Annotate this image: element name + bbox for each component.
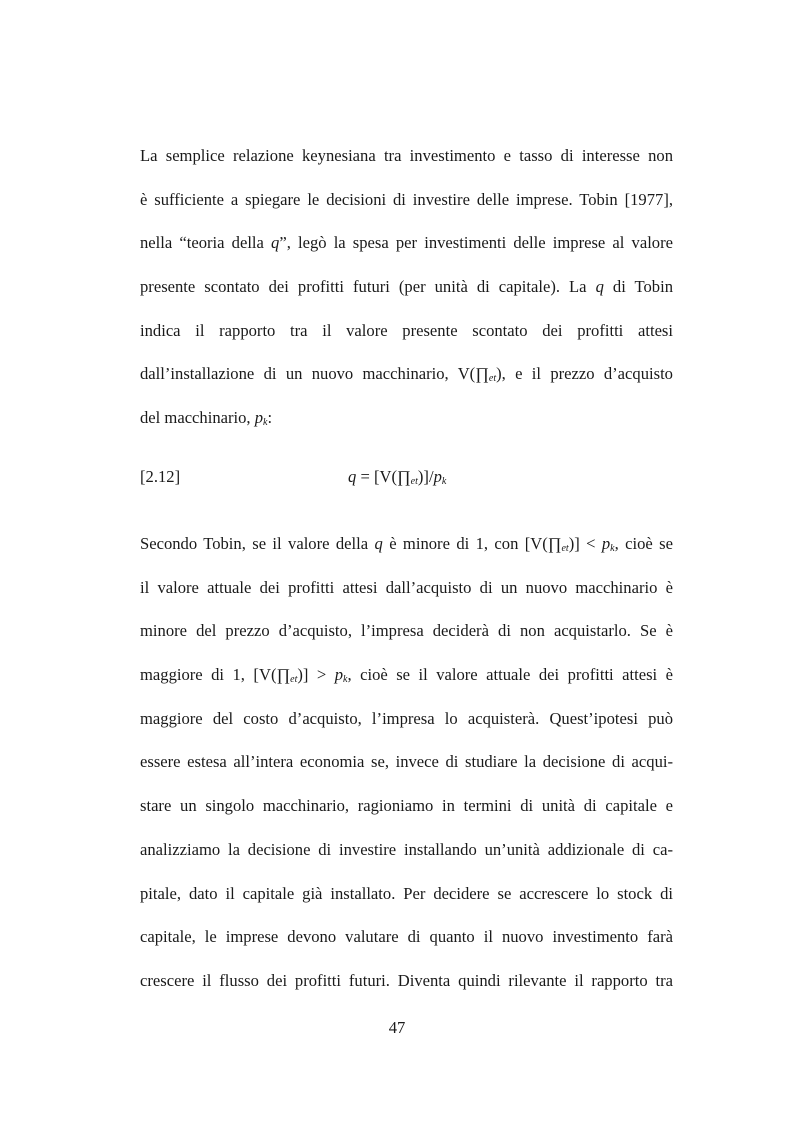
text-line: stare un singolo macchinario, ragioniamo in termini di unità di capitale e (140, 796, 673, 816)
subscript-k: k (343, 674, 348, 686)
text-line: maggiore del costo d’acquisto, l’impresa lo acquisterà. Quest’ipotesi può (140, 708, 673, 728)
subscript: et (488, 373, 497, 385)
equation-2-12 (140, 463, 673, 491)
paragraph-tobin-intro (140, 134, 673, 440)
text-line: nella “teoria della q”, legò la spesa per investimenti delle imprese al valore (140, 233, 673, 253)
subscript-k: k (441, 476, 447, 487)
text-line: crescere il flusso dei profitti futuri. Diventa quindi rilevante il rapporto tra (140, 970, 673, 990)
text-line: il valore attuale dei profitti attesi dall’acquisto di un nuovo macchinario è (140, 577, 673, 597)
subscript: et (410, 476, 418, 487)
text-line: Secondo Tobin, se il valore della q è minore di 1, con $[V(\prod_{et})] < p_k$, cioè se (140, 534, 673, 554)
text-line: analizziamo la decisione di investire installando un’unità addizionale di ca- (140, 839, 673, 859)
text-line: dall’installazione di un nuovo macchinario, $V(\prod_{et})$, e il prezzo d’acquisto (140, 364, 673, 385)
subscript-k: k (610, 543, 615, 554)
text-line: minore del prezzo d’acquisto, l’impresa deciderà di non acquistarlo. Se è (140, 621, 673, 641)
variable-q: q (271, 233, 280, 253)
page-number: 47 (388, 1018, 406, 1037)
text-line: La semplice relazione keynesiana tra investimento e tasso di interesse non (140, 146, 673, 165)
text-line: maggiore di 1, $[V(\prod_{et})] > p_k$, cioè se il valore attuale dei profitti attesi è (140, 665, 673, 686)
text-line: presente scontato dei profitti futuri (per unità di capitale). La q di Tobin (140, 277, 673, 297)
equation-number: [2.12] (140, 467, 181, 486)
equation-body: $q = [V(\prod_{et})]/p_k$ (348, 467, 447, 487)
text-line: capitale, le imprese devono valutare di quanto il nuovo investimento farà (140, 927, 673, 947)
variable-p: p (254, 408, 264, 428)
text-line: essere estesa all’intera economia se, invece di studiare la decisione di acqui- (140, 752, 673, 772)
text-line: è sufficiente a spiegare le decisioni di investire delle imprese. Tobin [1977], (140, 189, 673, 209)
subscript-k: k (263, 417, 268, 429)
subscript: et (290, 674, 298, 686)
text-line: del macchinario, $p_k$: (140, 408, 273, 429)
variable-q: q (595, 277, 604, 297)
text-line: pitale, dato il capitale già installato. Per decidere se accrescere lo stock di (140, 883, 673, 903)
subscript: et (561, 543, 569, 554)
text-line: indica il rapporto tra il valore presente scontato dei profitti attesi (140, 320, 673, 340)
paragraph-tobin-q-explanation (140, 522, 673, 1003)
